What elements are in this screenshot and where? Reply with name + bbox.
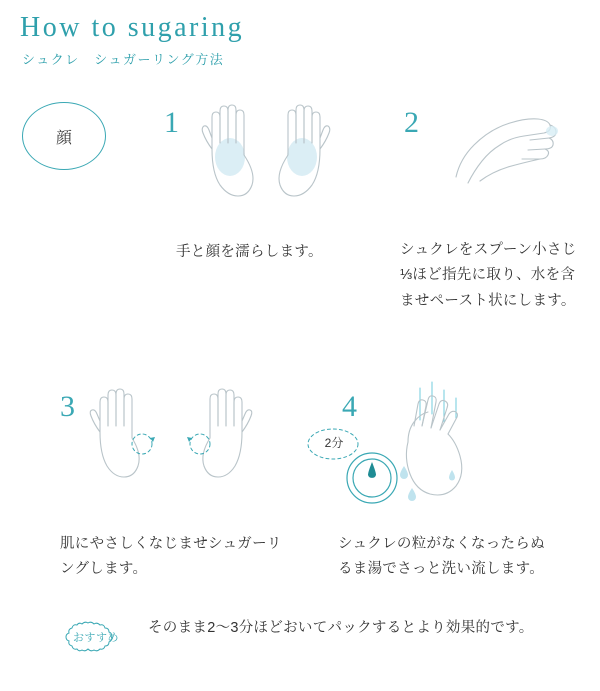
step-number-1: 1 xyxy=(164,106,179,139)
timer-label: 2分 xyxy=(324,436,344,450)
rinsing-hand-with-water-icon xyxy=(300,378,500,518)
recommend-row xyxy=(58,616,578,654)
two-wet-hands-icon xyxy=(196,95,336,215)
step-caption-3: 肌にやさしくなじませシュガーリングします。 xyxy=(60,536,282,578)
step-number-4: 4 xyxy=(342,390,357,423)
recommend-badge-label: おすすめ xyxy=(72,632,120,644)
page-title: How to sugaring xyxy=(20,12,245,43)
step-number-3: 3 xyxy=(60,390,75,423)
header xyxy=(20,10,244,69)
hand-with-paste-on-fingertip-icon xyxy=(452,105,572,205)
hands-massaging-icon xyxy=(86,382,256,502)
page-subtitle: シュクレ シュガーリング方法 xyxy=(22,52,225,68)
face-badge xyxy=(22,102,106,170)
recommend-badge xyxy=(58,620,134,654)
step-number-2: 2 xyxy=(404,106,419,139)
step-caption-2: シュクレをスプーン小さじ⅓ほど指先に取り、水を含ませペースト状にします。 xyxy=(400,242,577,309)
step-caption-4: シュクレの粒がなくなったらぬるま湯でさっと洗い流します。 xyxy=(338,536,545,578)
face-badge-label: 顔 xyxy=(55,129,72,147)
recommend-text: そのまま2〜3分ほどおいてパックするとより効果的です。 xyxy=(148,620,534,636)
step-caption-1: 手と顔を濡らします。 xyxy=(176,244,323,260)
